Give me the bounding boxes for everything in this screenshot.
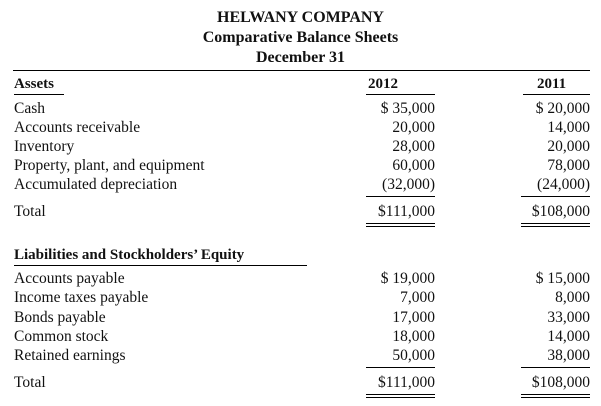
row-label: Accounts payable bbox=[14, 270, 125, 287]
total-2012: $111,000 bbox=[378, 374, 435, 391]
value-2012: (32,000) bbox=[382, 176, 435, 193]
value-2012: 7,000 bbox=[400, 289, 435, 306]
value-2012: 17,000 bbox=[392, 309, 435, 326]
total-label: Total bbox=[14, 203, 46, 220]
row-label: Cash bbox=[14, 100, 45, 117]
total-double-underline-2011 bbox=[521, 394, 590, 398]
total-2012: $111,000 bbox=[378, 203, 435, 220]
total-label: Total bbox=[14, 374, 46, 391]
assets-heading: Assets bbox=[14, 76, 54, 92]
header-rule bbox=[13, 70, 590, 71]
total-double-underline-2011 bbox=[521, 223, 590, 227]
value-2011: (24,000) bbox=[537, 176, 590, 193]
total-2011: $108,000 bbox=[531, 374, 590, 391]
assets-heading-underline bbox=[14, 94, 64, 95]
value-2012: 20,000 bbox=[392, 119, 435, 136]
value-2011: $ 20,000 bbox=[535, 100, 590, 117]
value-2012: 50,000 bbox=[392, 347, 435, 364]
row-label: Inventory bbox=[14, 138, 75, 155]
value-2011: 78,000 bbox=[547, 157, 590, 174]
value-2012: 28,000 bbox=[392, 138, 435, 155]
liabilities-heading: Liabilities and Stockholders’ Equity bbox=[14, 247, 245, 263]
total-2011: $108,000 bbox=[531, 203, 590, 220]
total-double-underline-2012 bbox=[366, 223, 435, 227]
value-2011: 14,000 bbox=[547, 119, 590, 136]
value-2012: 18,000 bbox=[392, 328, 435, 345]
statement-title: Comparative Balance Sheets bbox=[202, 29, 399, 46]
value-2012: $ 19,000 bbox=[380, 270, 435, 287]
value-2011: 20,000 bbox=[547, 138, 590, 155]
value-2012: $ 35,000 bbox=[380, 100, 435, 117]
subtotal-underline-2011 bbox=[521, 367, 590, 368]
row-label: Retained earnings bbox=[14, 347, 126, 364]
statement-date: December 31 bbox=[256, 49, 345, 66]
value-2011: $ 15,000 bbox=[535, 270, 590, 287]
row-label: Income taxes payable bbox=[14, 289, 149, 306]
value-2011: 14,000 bbox=[547, 328, 590, 345]
column-2012-underline bbox=[366, 94, 435, 95]
value-2012: 60,000 bbox=[392, 157, 435, 174]
value-2011: 38,000 bbox=[547, 347, 590, 364]
value-2011: 33,000 bbox=[547, 309, 590, 326]
row-label: Bonds payable bbox=[14, 309, 106, 326]
subtotal-underline-2012 bbox=[366, 196, 435, 197]
subtotal-underline-2011 bbox=[521, 196, 590, 197]
row-label: Accumulated depreciation bbox=[14, 176, 178, 193]
column-2012: 2012 bbox=[368, 76, 398, 92]
row-label: Accounts receivable bbox=[14, 119, 141, 136]
row-label: Property, plant, and equipment bbox=[14, 157, 205, 174]
subtotal-underline-2012 bbox=[366, 367, 435, 368]
company-name: HELWANY COMPANY bbox=[217, 9, 384, 26]
total-double-underline-2012 bbox=[366, 394, 435, 398]
column-2011: 2011 bbox=[537, 76, 567, 92]
column-2011-underline bbox=[523, 94, 590, 95]
liabilities-heading-underline bbox=[14, 265, 307, 266]
value-2011: 8,000 bbox=[555, 289, 590, 306]
row-label: Common stock bbox=[14, 328, 109, 345]
